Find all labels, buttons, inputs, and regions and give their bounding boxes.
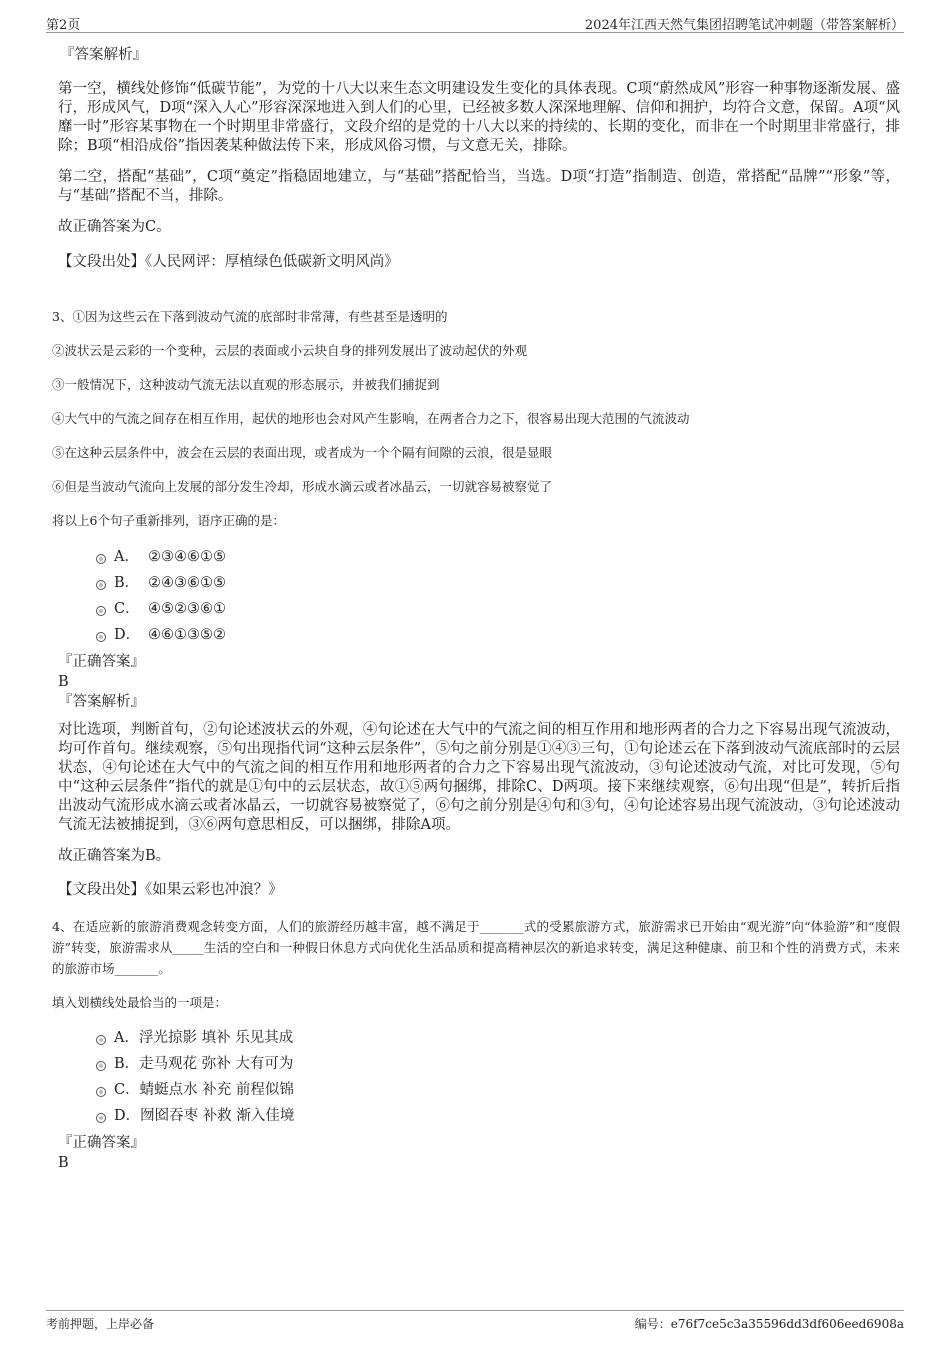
option-letter: C． <box>114 1082 140 1098</box>
footer-slogan: 考前押题，上岸必备 <box>46 1317 155 1331</box>
radio-icon[interactable] <box>96 554 106 564</box>
option-letter: B． <box>114 575 140 591</box>
q3-sentence: 3、①因为这些云在下落到波动气流的底部时非常薄，有些甚至是透明的 <box>52 309 448 324</box>
document-title: 2024年江西天然气集团招聘笔试冲刺题（带答案解析） <box>584 18 904 33</box>
radio-icon[interactable] <box>96 1087 106 1097</box>
q3-conclusion: 故正确答案为B。 <box>58 848 171 864</box>
radio-icon[interactable] <box>96 1113 106 1123</box>
q3-analysis: 对比选项，判断首句，②句论述波状云的外观，④句论述在大气中的气流之间的相互作用和地形两者的合力之下容易出现气流波动，均可作首句。继续观察，⑤句出现指代词“这种云层条件”，⑤句之前分别是①④③三句，①句论述云在下落到波动气流底部时的云层状态，④句论述在大气中的气流之间的相互作用和地形两者的合力之下容易出现气流波动，③句论述波动气流，对比可发现，⑤句中“这种云层条件”指代的就是①句中的云层状态，故①⑤两句捆绑，排除C、D两项。接下来继续观察，⑥句出现“但是”，转折后指出波动气流形成水滴云或者冰晶云，一切就容易被察觉了，⑥句之前分别是④句和③句，④句论述容易出现气流波动，③句论述波动气流无法被捕捉到，③⑥两句意思相反，可以捆绑，排除A项。 <box>58 722 900 833</box>
q3-sentence: ④大气中的气流之间存在相互作用，起伏的地形也会对风产生影响，在两者合力之下，很容易出现大范围的气流波动 <box>52 411 690 426</box>
option-letter: C． <box>114 601 140 617</box>
option-letter: D． <box>114 627 141 643</box>
page-footer <box>46 1310 904 1333</box>
q2-analysis-para1: 第一空，横线处修饰“低碳节能”，为党的十八大以来生态文明建设发生变化的具体表现。C项“蔚然成风”形容一种事物逐渐发展、盛行，形成风气，D项“深入人心”形容深深地进入到人们的心里，已经被多数人深深地理解、信仰和拥护，均符合文意，保留。A项“风靡一时”形容某事物在一个时期里非常盛行，文段介绍的是党的十八大以来的持续的、长期的变化，而非在一个时期里非常盛行，排除；B项“相沿成俗”指因袭某种做法传下来，形成风俗习惯，与文意无关，排除。 <box>58 81 900 154</box>
q4-option-b[interactable] <box>58 1051 900 1077</box>
q3-options <box>58 544 900 648</box>
document-code: 编号：e76f7ce5c3a35596dd3df606eed6908a <box>634 1317 904 1331</box>
q4-prompt: 填入划横线处最恰当的一项是： <box>52 995 228 1010</box>
q3-sentences <box>52 306 900 531</box>
question-4 <box>52 916 900 1173</box>
q3-answer-label: 『正确答案』 <box>58 654 145 670</box>
q4-answer: B <box>58 1155 69 1171</box>
page-header <box>46 12 904 33</box>
q3-prompt: 将以上6个句子重新排列，语序正确的是： <box>52 513 285 528</box>
page-content <box>52 45 900 1173</box>
option-text: 浮光掠影 填补 乐见其成 <box>138 1030 294 1046</box>
q3-analysis-label: 『答案解析』 <box>58 694 145 710</box>
q3-answer: B <box>58 674 69 690</box>
q2-source: 【文段出处】《人民网评：厚植绿色低碳新文明风尚》 <box>58 254 399 270</box>
option-text: ②③④⑥①⑤ <box>148 549 226 565</box>
radio-icon[interactable] <box>96 580 106 590</box>
radio-icon[interactable] <box>96 1035 106 1045</box>
option-text: ②④③⑥①⑤ <box>148 575 226 591</box>
q4-option-a[interactable] <box>58 1025 900 1051</box>
q3-option-b[interactable] <box>58 570 900 596</box>
option-letter: B． <box>114 1056 140 1072</box>
radio-icon[interactable] <box>96 632 106 642</box>
radio-icon[interactable] <box>96 1061 106 1071</box>
q3-source: 【文段出处】《如果云彩也冲浪？》 <box>58 882 283 898</box>
option-text: 囫囵吞枣 补救 渐入佳境 <box>140 1108 295 1124</box>
q4-option-d[interactable] <box>58 1103 900 1129</box>
option-text: ④⑤②③⑥① <box>148 601 226 617</box>
q4-options <box>58 1025 900 1129</box>
option-text: 走马观花 弥补 大有可为 <box>139 1056 294 1072</box>
q4-answer-label: 『正确答案』 <box>58 1135 145 1151</box>
option-letter: D． <box>114 1108 141 1124</box>
q4-stem: 4、在适应新的旅游消费观念转变方面，人们的旅游经历越丰富，越不满足于_______式的受累旅游方式，旅游需求已开始由“观光游”向“体验游”和“度假游”转变，旅游需求从_____生活的空白和一种假日休息方式向优化生活品质和提高精神层次的新追求转变，满足这种健康、前卫和个性的消费方式，未来的旅游市场_______。 <box>52 919 900 976</box>
option-text: 蜻蜓点水 补充 前程似锦 <box>139 1082 294 1098</box>
q2-analysis-label: 『答案解析』 <box>60 47 147 63</box>
q3-sentence: ③一般情况下，这种波动气流无法以直观的形态展示，并被我们捕捉到 <box>52 377 440 392</box>
q2-analysis-para2: 第二空，搭配“基础”，C项“奠定”指稳固地建立，与“基础”搭配恰当，当选。D项“打造”指制造、创造，常搭配“品牌”“形象”等，与“基础”搭配不当，排除。 <box>58 169 900 204</box>
option-text: ④⑥①③⑤② <box>148 627 226 643</box>
q3-sentence: ⑥但是当波动气流向上发展的部分发生冷却，形成水滴云或者冰晶云，一切就容易被察觉了 <box>52 479 553 494</box>
page-number: 第2页 <box>46 18 81 33</box>
q4-option-c[interactable] <box>58 1077 900 1103</box>
q3-option-d[interactable] <box>58 622 900 648</box>
q3-sentence: ⑤在这种云层条件中，波会在云层的表面出现，或者成为一个个隔有间隙的云浪，很是显眼 <box>52 445 553 460</box>
q2-conclusion: 故正确答案为C。 <box>58 219 171 235</box>
option-letter: A． <box>114 1030 139 1046</box>
option-letter: A． <box>114 549 139 565</box>
q3-option-a[interactable] <box>58 544 900 570</box>
q3-sentence: ②波状云是云彩的一个变种，云层的表面或小云块自身的排列发展出了波动起伏的外观 <box>52 343 528 358</box>
radio-icon[interactable] <box>96 606 106 616</box>
q3-option-c[interactable] <box>58 596 900 622</box>
question-3 <box>52 306 900 900</box>
